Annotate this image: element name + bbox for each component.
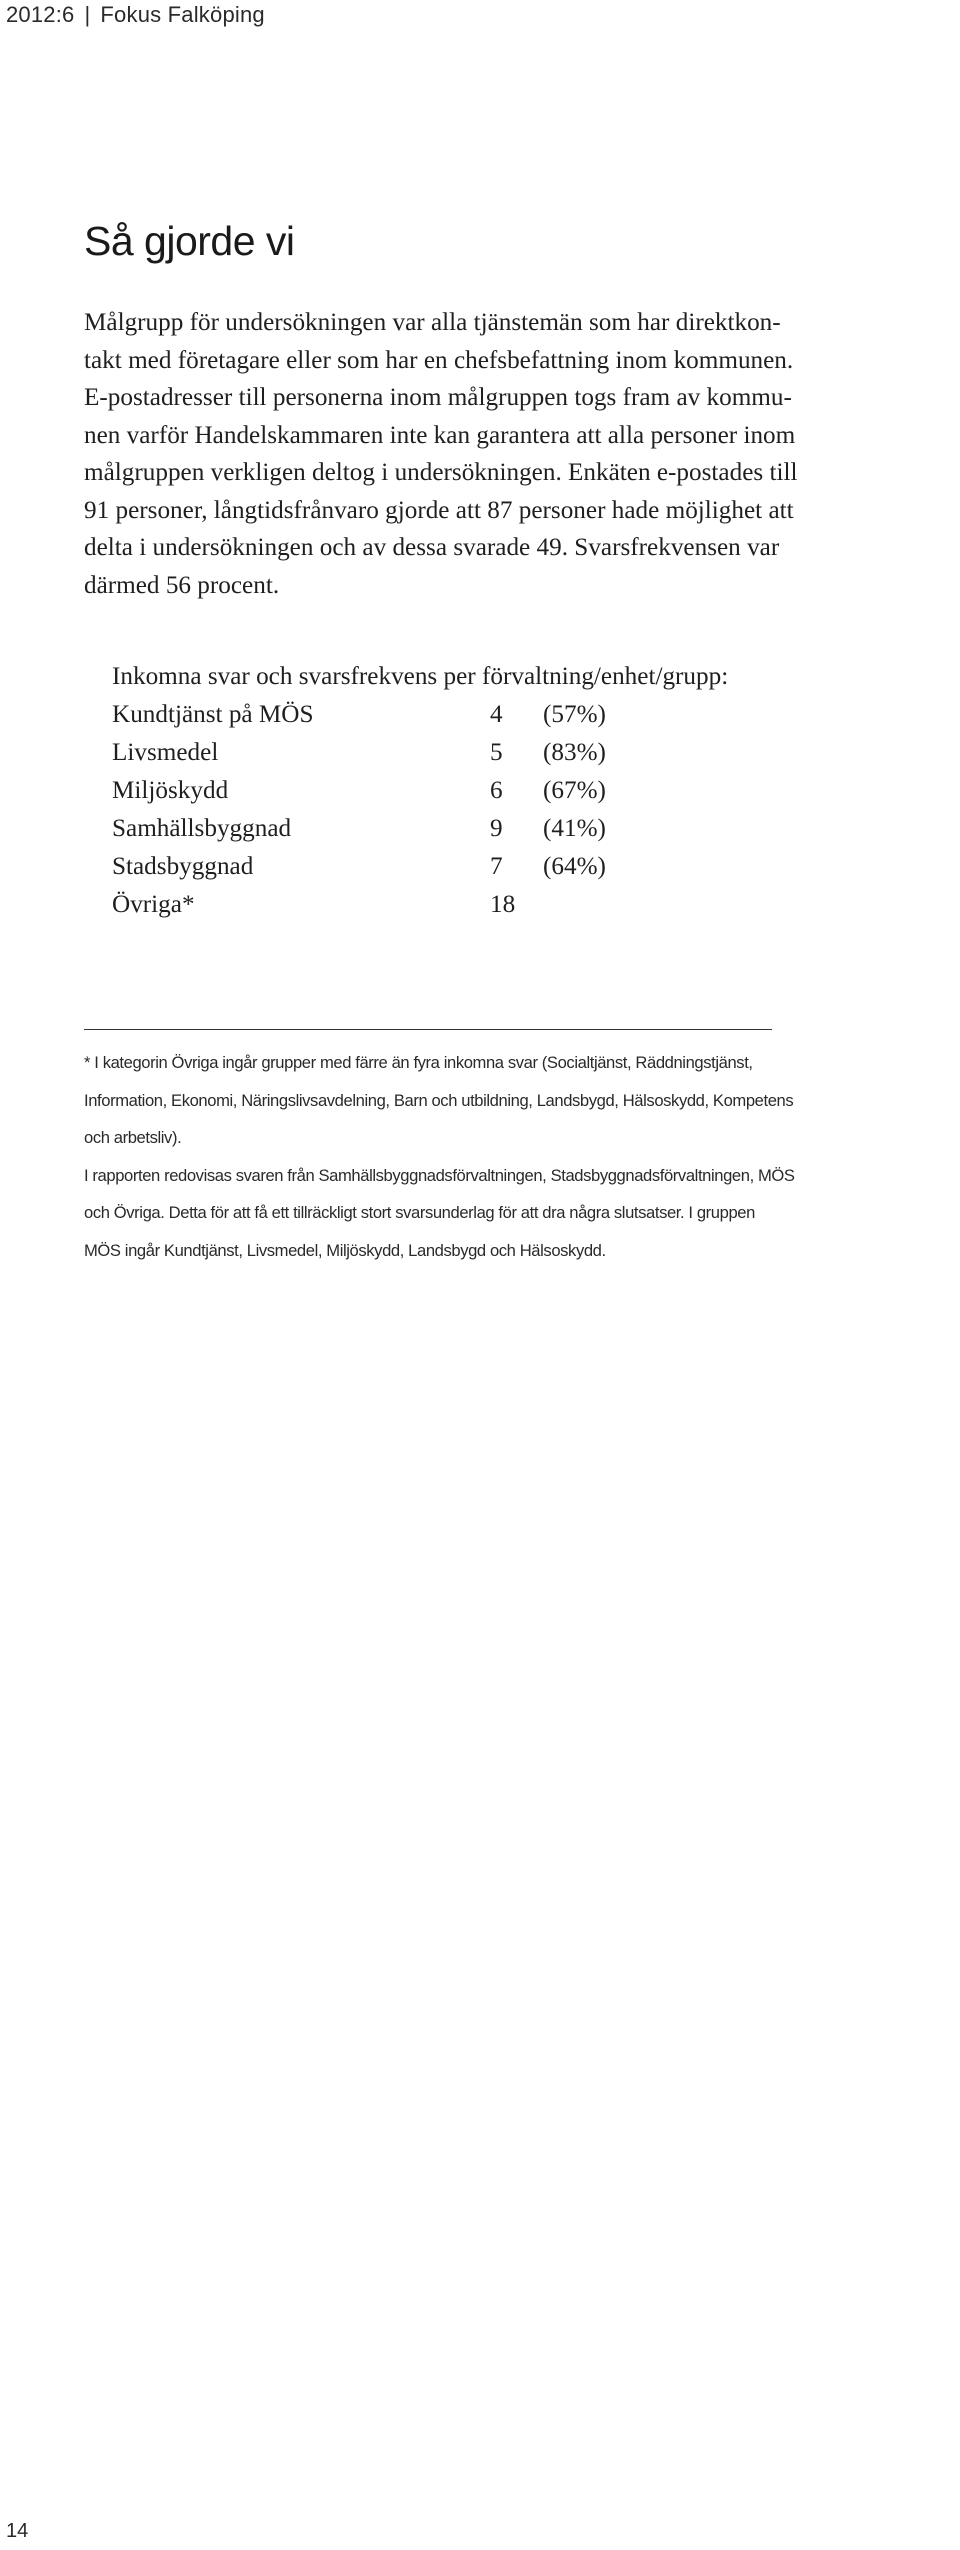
table-row [112, 810, 606, 848]
table-row [112, 772, 606, 810]
paragraph-line: E-postadresser till personerna inom målgruppen togs fram av kommu- [84, 384, 792, 411]
group-name: Kundtjänst på MÖS [112, 701, 314, 728]
stats-table [112, 696, 606, 924]
footnote-line: Information, Ekonomi, Näringslivsavdelning, Barn och utbildning, Landsbygd, Hälsoskydd, Kompetens [84, 1090, 794, 1110]
paragraph-line: därmed 56 procent. [84, 571, 280, 599]
response-rate: (64%) [543, 853, 606, 880]
paragraph-line: delta i undersökningen och av dessa svarade 49. Svarsfrekvensen var [84, 534, 780, 561]
response-count: 5 [490, 739, 503, 766]
response-count: 6 [490, 777, 503, 804]
response-count: 4 [490, 701, 503, 728]
response-count: 7 [490, 853, 503, 880]
paragraph-line: nen varför Handelskammaren inte kan garantera att alla personer inom [84, 421, 796, 449]
footnote-line: och Övriga. Detta för att få ett tillräckligt stort svarsunderlag för att dra några slutsatser. I gruppen [84, 1203, 755, 1222]
issue-label: 2012:6 [6, 2, 75, 27]
paragraph-line: 91 personer, långtidsfrånvaro gjorde att 87 personer hade möjlighet att [84, 496, 794, 524]
footnote-line: och arbetsliv). [84, 1128, 182, 1147]
response-stats [112, 658, 728, 924]
running-header [6, 2, 265, 28]
page-number: 14 [6, 2520, 29, 2542]
table-row [112, 734, 606, 772]
response-count: 9 [490, 815, 503, 842]
header-separator: | [84, 2, 91, 27]
footnote-line: * I kategorin Övriga ingår grupper med färre än fyra inkomna svar (Socialtjänst, Räddningstjänst, [84, 1053, 753, 1072]
response-rate: (57%) [543, 701, 606, 728]
group-name: Övriga* [112, 891, 195, 918]
footnote-line: I rapporten redovisas svaren från Samhällsbyggnadsförvaltningen, Stadsbyggnadsförvaltningen, MÖS [84, 1165, 795, 1185]
response-rate: (83%) [543, 739, 606, 766]
page-title: Så gjorde vi [84, 218, 295, 264]
publication-name: Fokus Falköping [100, 2, 265, 27]
paragraph-line: målgruppen verkligen deltog i undersökningen. Enkäten e-postades till [84, 459, 798, 486]
paragraph-line: takt med företagare eller som har en chefsbefattning inom kommunen. [84, 346, 794, 374]
footnotes [84, 1044, 960, 1269]
group-name: Stadsbyggnad [112, 853, 254, 880]
group-name: Samhällsbyggnad [112, 815, 292, 842]
paragraph-line: Målgrupp för undersökningen var alla tjänstemän som har direktkon- [84, 309, 781, 336]
table-row [112, 848, 606, 886]
table-row [112, 696, 606, 734]
response-rate [543, 886, 606, 924]
footnote-line: MÖS ingår Kundtjänst, Livsmedel, Miljöskydd, Landsbygd och Hälsoskydd. [84, 1240, 606, 1260]
table-row [112, 886, 606, 924]
method-paragraph [84, 304, 960, 604]
group-name: Miljöskydd [112, 777, 229, 804]
response-rate: (41%) [543, 815, 606, 842]
stats-intro: Inkomna svar och svarsfrekvens per förvaltning/enhet/grupp: [112, 663, 729, 690]
response-rate: (67%) [543, 777, 606, 804]
response-count: 18 [490, 891, 516, 918]
footnote-divider [84, 1029, 772, 1030]
group-name: Livsmedel [112, 739, 219, 766]
